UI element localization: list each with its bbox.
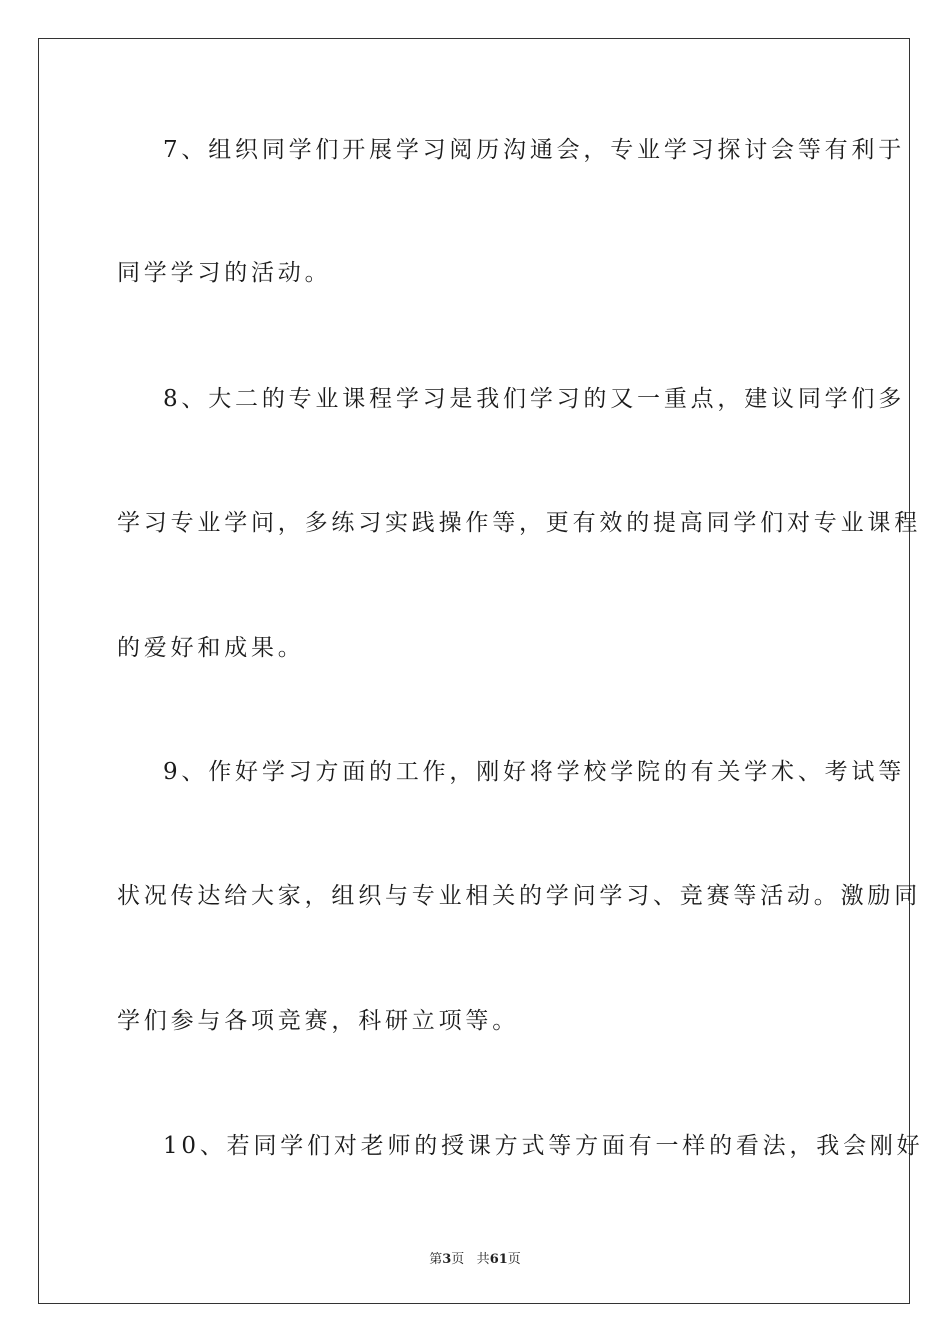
page-footer [0, 1248, 950, 1267]
paragraph-9-line-1: 9、作好学习方面的工作，刚好将学校学院的有关学术、考试等 [163, 759, 906, 785]
paragraph-7-line-1: 7、组织同学们开展学习阅历沟通会，专业学习探讨会等有利于 [163, 137, 906, 163]
paragraph-8-line-2: 学习专业学问，多练习实践操作等，更有效的提高同学们对专业课程 [117, 510, 921, 536]
footer-total-suffix: 页 [507, 1252, 521, 1267]
footer-prefix: 第 [429, 1252, 443, 1267]
page-border [38, 38, 924, 1304]
current-page-number: 3 [442, 1252, 452, 1267]
paragraph-8-line-1: 8、大二的专业课程学习是我们学习的又一重点，建议同学们多 [163, 386, 906, 412]
paragraph-7-line-2: 同学学习的活动。 [117, 260, 332, 286]
footer-page-suffix: 页 [451, 1252, 465, 1267]
total-pages-number: 61 [489, 1252, 508, 1267]
paragraph-8-line-3: 的爱好和成果。 [117, 635, 305, 661]
paragraph-10-line-1: 10、若同学们对老师的授课方式等方面有一样的看法，我会刚好 [163, 1133, 924, 1159]
paragraph-9-line-2: 状况传达给大家，组织与专业相关的学问学习、竞赛等活动。激励同 [117, 883, 921, 909]
footer-total-prefix: 共 [476, 1252, 490, 1267]
paragraph-9-line-3: 学们参与各项竞赛，科研立项等。 [117, 1008, 519, 1034]
